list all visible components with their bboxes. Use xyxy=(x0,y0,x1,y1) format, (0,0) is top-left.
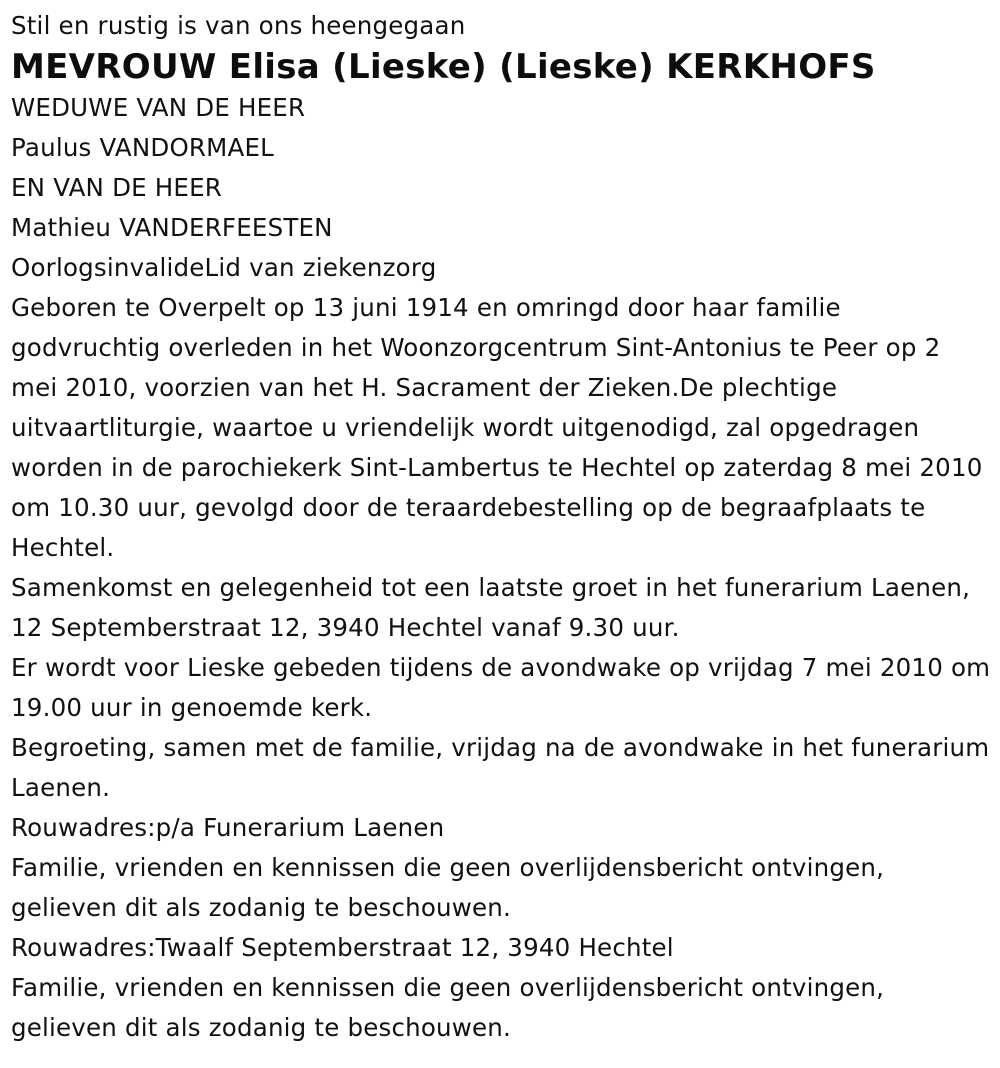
spouse-name-1: Paulus VANDORMAEL xyxy=(11,133,274,162)
mourning-address-1: Rouwadres:p/a Funerarium Laenen xyxy=(11,813,445,842)
mourning-address-2: Rouwadres:Twaalf Septemberstraat 12, 3940 Hechtel xyxy=(11,933,674,962)
family-note-2: Familie, vrienden en kennissen die geen overlijdensbericht ontvingen, gelieven dit als zodanig te beschouwen. xyxy=(11,973,885,1042)
vigil-paragraph: Er wordt voor Lieske gebeden tijdens de avondwake op vrijdag 7 mei 2010 om 19.00 uur in genoemde kerk. xyxy=(11,653,991,722)
widow-of-line-2: EN VAN DE HEER xyxy=(11,173,223,202)
death-notice xyxy=(11,6,991,1048)
intro-line: Stil en rustig is van ons heengegaan xyxy=(11,11,466,40)
greeting-paragraph: Begroeting, samen met de familie, vrijdag na de avondwake in het funerarium Laenen. xyxy=(11,733,990,802)
birth-death-paragraph: Geboren te Overpelt op 13 juni 1914 en omringd door haar familie godvruchtig overleden in het Woonzorgcentrum Sint-Antonius te Peer op 2 mei 2010, voorzien van het H. Sacrament der Zieken.De plechtige uitvaartliturgie, waartoe u vriendelijk wordt uitgenodigd, zal opgedragen worden in de parochiekerk Sint-Lambertus te Hechtel op zaterdag 8 mei 2010 om 10.30 uur, gevolgd door de teraardebestelling op de begraafplaats te Hechtel. xyxy=(11,293,983,562)
titles-line: OorlogsinvalideLid van ziekenzorg xyxy=(11,253,437,282)
deceased-name: MEVROUW Elisa (Lieske) (Lieske) KERKHOFS xyxy=(11,47,876,87)
gathering-paragraph: Samenkomst en gelegenheid tot een laatste groet in het funerarium Laenen, 12 Septemberstraat 12, 3940 Hechtel vanaf 9.30 uur. xyxy=(11,573,971,642)
spouse-name-2: Mathieu VANDERFEESTEN xyxy=(11,213,333,242)
widow-of-line-1: WEDUWE VAN DE HEER xyxy=(11,93,306,122)
family-note-1: Familie, vrienden en kennissen die geen overlijdensbericht ontvingen, gelieven dit als zodanig te beschouwen. xyxy=(11,853,885,922)
